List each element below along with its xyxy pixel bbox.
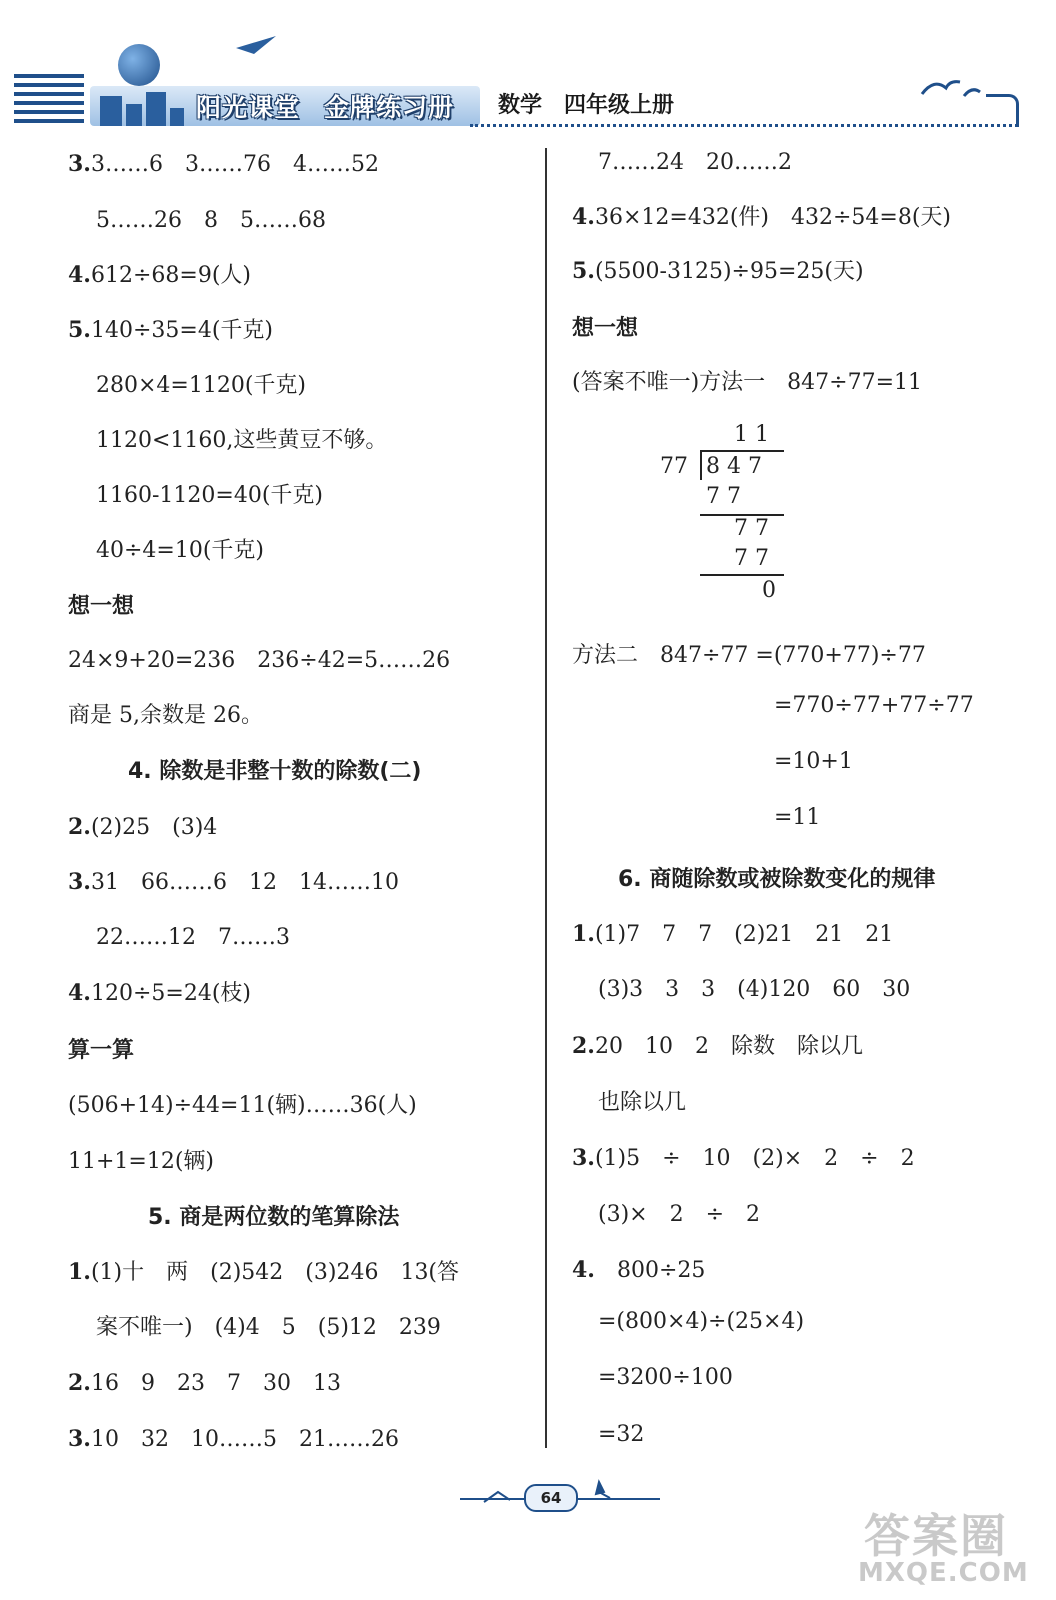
answer-line: 280×4=1120(千克) <box>96 373 307 398</box>
page-footer <box>460 1478 660 1518</box>
answer-line: 3.(1)5 ÷ 10 (2)× 2 ÷ 2 <box>572 1145 915 1171</box>
question-number: 1. <box>572 921 595 947</box>
answer-line: 1.(1)7 7 7 (2)21 21 21 <box>572 921 894 947</box>
division-bracket <box>700 450 702 480</box>
heading-think: 想一想 <box>68 594 135 619</box>
dividend: 8 4 7 <box>706 454 762 479</box>
answer-line: 案不唯一) (4)4 5 (5)12 239 <box>96 1315 441 1340</box>
step-rule <box>700 574 784 576</box>
answer-line: 4.120÷5=24(枝) <box>68 980 251 1006</box>
division-bar <box>700 450 784 452</box>
section-title: 4. 除数是非整十数的除数(二) <box>128 759 422 784</box>
answer-line: 40÷4=10(千克) <box>96 538 265 563</box>
question-number: 4. <box>68 980 91 1006</box>
question-number: 1. <box>68 1259 91 1285</box>
answer-line: 4.36×12=432(件) 432÷54=8(天) <box>572 204 951 230</box>
answer-line: 2.16 9 23 7 30 13 <box>68 1370 341 1396</box>
answer-line: 2.20 10 2 除数 除以几 <box>572 1033 863 1059</box>
question-number: 3. <box>572 1145 595 1171</box>
answer-line: 2.(2)25 (3)4 <box>68 814 218 840</box>
answer-line: 1120<1160,这些黄豆不够。 <box>96 428 388 453</box>
birds-icon <box>920 72 990 102</box>
quotient: 1 1 <box>734 422 769 447</box>
watermark <box>850 1500 1050 1590</box>
brand-title <box>196 88 478 124</box>
answer-line: =770÷77+77÷77 <box>774 693 974 718</box>
question-number: 3. <box>68 151 91 177</box>
remainder: 0 <box>762 578 776 603</box>
answer-line: 4. 800÷25 <box>572 1257 706 1283</box>
watermark-text: 答案圈 <box>864 1509 1008 1563</box>
long-division <box>660 418 800 608</box>
question-number: 2. <box>68 1370 91 1396</box>
answer-line: (506+14)÷44=11(辆)……36(人) <box>68 1093 417 1118</box>
answer-line: 7……24 20……2 <box>598 150 792 175</box>
answer-line: 商是 5,余数是 26。 <box>68 703 263 728</box>
paper-plane-icon <box>236 36 276 54</box>
question-number: 2. <box>572 1033 595 1059</box>
question-number: 5. <box>572 258 595 284</box>
answer-line: 3.3……6 3……76 4……52 <box>68 151 379 177</box>
answer-line: 5……26 8 5……68 <box>96 208 326 233</box>
subtract-step-2: 7 7 <box>734 516 769 541</box>
grade-label: 四年级上册 <box>564 93 675 118</box>
question-number: 2. <box>68 814 91 840</box>
page-header <box>0 0 1056 140</box>
answer-line: =32 <box>598 1422 645 1447</box>
answer-line: 11+1=12(辆) <box>68 1149 215 1174</box>
question-number: 4. <box>572 204 595 230</box>
subject-label: 数学 <box>498 93 543 118</box>
answer-line: =10+1 <box>774 749 853 774</box>
answer-line: (答案不唯一)方法一 847÷77=11 <box>572 370 923 395</box>
question-number: 4. <box>572 1257 595 1283</box>
answer-line: 22……12 7……3 <box>96 925 290 950</box>
brand-name-2: 金牌练习册 <box>324 93 455 122</box>
heading-calculate: 算一算 <box>68 1038 135 1063</box>
header-stripes <box>14 74 84 128</box>
answer-line: 5.(5500-3125)÷95=25(天) <box>572 258 864 284</box>
answer-line: (3)3 3 3 (4)120 60 30 <box>598 977 911 1002</box>
section-title: 6. 商随除数或被除数变化的规律 <box>618 867 936 892</box>
brand-name-1: 阳光课堂 <box>196 93 301 122</box>
answer-line: (3)× 2 ÷ 2 <box>598 1202 761 1227</box>
answer-line: 3.10 32 10……5 21……26 <box>68 1426 399 1452</box>
question-number: 3. <box>68 1426 91 1452</box>
question-number: 3. <box>68 869 91 895</box>
subject-title <box>498 88 696 119</box>
pinwheel-icon <box>480 1482 516 1512</box>
answer-line: 4.612÷68=9(人) <box>68 262 251 288</box>
answer-line: 也除以几 <box>598 1090 687 1115</box>
answer-line: =11 <box>774 805 821 830</box>
subtract-step-3: 7 7 <box>734 546 769 571</box>
pinwheel-icon <box>584 1478 614 1508</box>
answer-line: 5.140÷35=4(千克) <box>68 317 273 343</box>
answer-line: 1.(1)十 两 (2)542 (3)246 13(答 <box>68 1259 460 1285</box>
question-number: 5. <box>68 317 91 343</box>
heading-think: 想一想 <box>572 316 639 341</box>
watermark-url: MXQE.COM <box>858 1558 1029 1588</box>
section-title: 5. 商是两位数的笔算除法 <box>148 1205 400 1230</box>
header-corner-hook <box>986 94 1019 127</box>
answer-line: 3.31 66……6 12 14……10 <box>68 869 399 895</box>
header-dotted-rule <box>470 124 1018 127</box>
answer-line: =(800×4)÷(25×4) <box>598 1309 805 1334</box>
answer-line: 24×9+20=236 236÷42=5……26 <box>68 648 451 673</box>
globe-icon <box>118 44 160 86</box>
page-number: 64 <box>524 1484 578 1512</box>
question-number: 4. <box>68 262 91 288</box>
subtract-step-1: 7 7 <box>706 484 741 509</box>
answer-line: 1160-1120=40(千克) <box>96 483 324 508</box>
column-divider <box>545 148 547 1448</box>
answer-line: =3200÷100 <box>598 1365 733 1390</box>
answer-line: 方法二 847÷77 =(770+77)÷77 <box>572 643 926 668</box>
divisor: 77 <box>660 454 688 479</box>
